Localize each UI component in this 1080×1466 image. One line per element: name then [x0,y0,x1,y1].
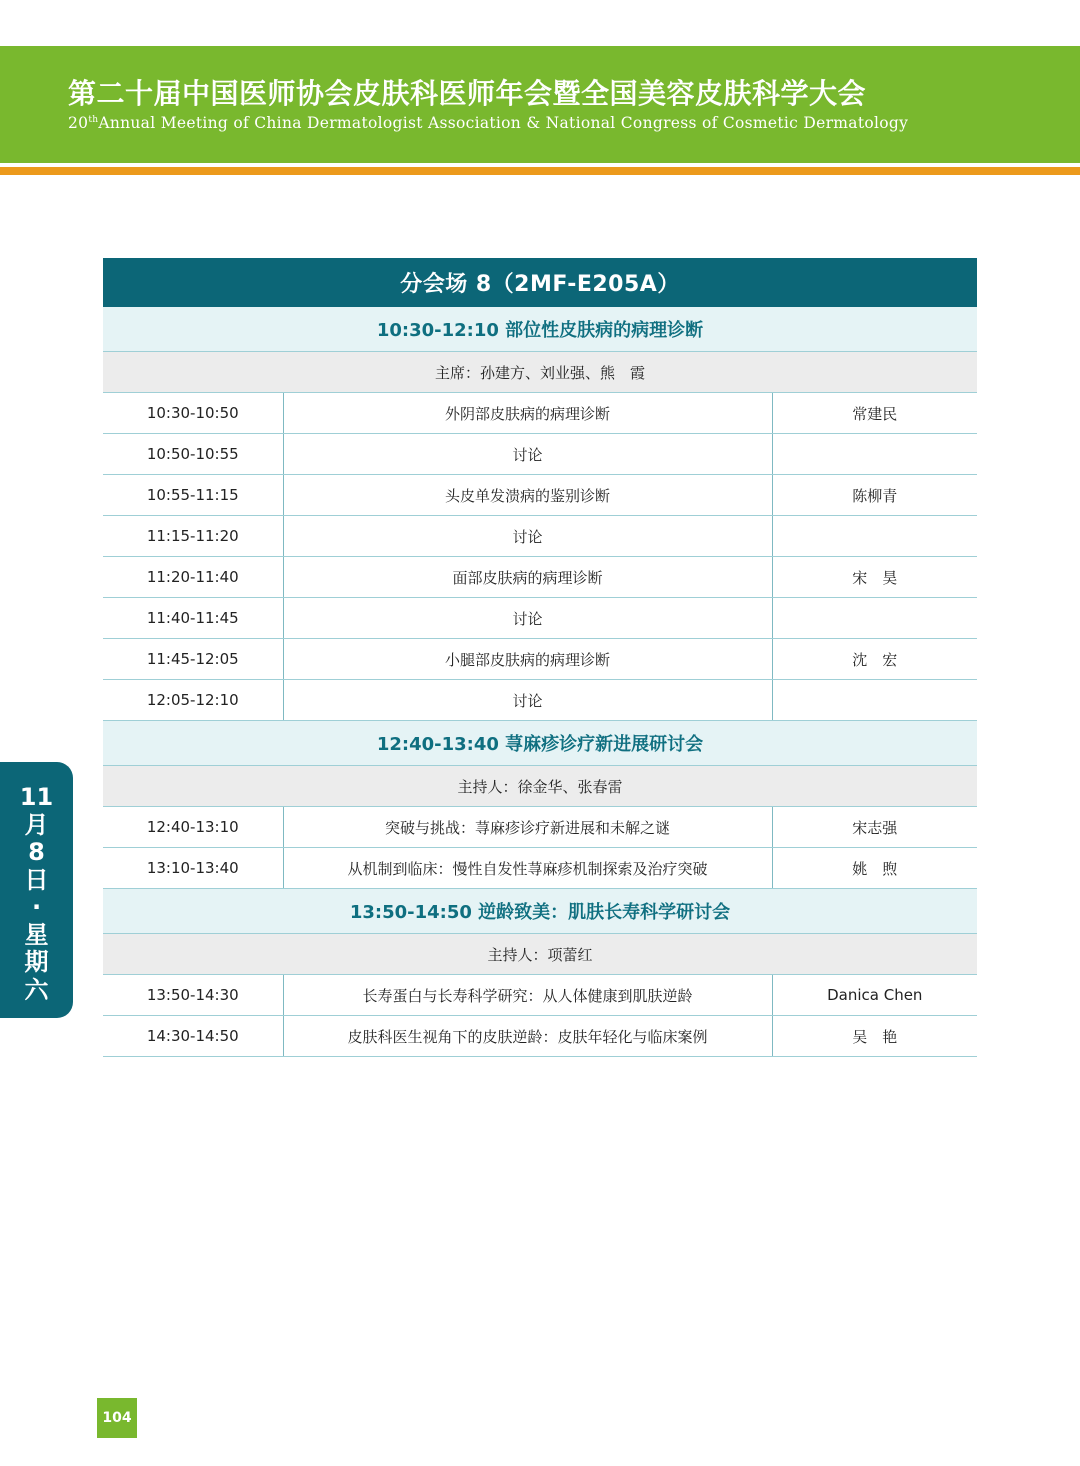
date-char: 期 [24,948,49,976]
time-cell: 11:20-11:40 [103,557,283,598]
topic-cell: 头皮单发溃病的鉴别诊断 [283,475,772,516]
topic-cell: 小腿部皮肤病的病理诊断 [283,639,772,680]
time-cell: 13:10-13:40 [103,848,283,889]
schedule-row [103,848,977,889]
schedule-body [103,258,977,1057]
topic-cell: 讨论 [283,680,772,721]
conference-title-en [68,114,908,132]
date-char: 月 [24,810,49,839]
speaker-cell [772,434,977,475]
title-en-superscript: th [88,114,99,125]
topic-cell: 讨论 [283,434,772,475]
date-char: 日 [24,865,49,894]
chair-row [103,766,977,807]
header-banner [0,46,1080,163]
time-cell: 10:50-10:55 [103,434,283,475]
speaker-cell: 姚 煦 [772,848,977,889]
date-char: 六 [24,975,49,1004]
session-chair: 主持人：项蕾红 [103,934,977,975]
schedule-row [103,598,977,639]
time-cell: 13:50-14:30 [103,975,283,1016]
date-char: · [31,893,42,921]
session-header-row [103,721,977,766]
schedule-row [103,807,977,848]
session-chair: 主席：孙建方、刘业强、熊 霞 [103,352,977,393]
schedule-row [103,1016,977,1057]
session-title: 12:40-13:40 荨麻疹诊疗新进展研讨会 [103,721,977,766]
topic-cell: 讨论 [283,516,772,557]
topic-cell: 突破与挑战：荨麻疹诊疗新进展和未解之谜 [283,807,772,848]
session-header-row [103,307,977,352]
time-cell: 14:30-14:50 [103,1016,283,1057]
session-header-row [103,889,977,934]
topic-cell: 皮肤科医生视角下的皮肤逆龄：皮肤年轻化与临床案例 [283,1016,772,1057]
schedule-row [103,516,977,557]
time-cell: 11:40-11:45 [103,598,283,639]
chair-row [103,934,977,975]
time-cell: 11:15-11:20 [103,516,283,557]
date-char: 11 [19,783,54,811]
schedule-row [103,393,977,434]
speaker-cell [772,598,977,639]
session-chair: 主持人：徐金华、张春雷 [103,766,977,807]
schedule-row [103,434,977,475]
topic-cell: 外阴部皮肤病的病理诊断 [283,393,772,434]
time-cell: 12:05-12:10 [103,680,283,721]
speaker-cell: 宋志强 [772,807,977,848]
speaker-cell: 吴 艳 [772,1016,977,1057]
date-label [0,784,73,1004]
schedule-row [103,475,977,516]
date-char: 8 [28,838,45,866]
speaker-cell: 陈柳青 [772,475,977,516]
time-cell: 12:40-13:10 [103,807,283,848]
hall-header-row [103,258,977,307]
schedule-row [103,680,977,721]
schedule-row [103,639,977,680]
topic-cell: 从机制到临床：慢性自发性荨麻疹机制探索及治疗突破 [283,848,772,889]
page-number: 104 [97,1398,137,1438]
speaker-cell: Danica Chen [772,975,977,1016]
topic-cell: 讨论 [283,598,772,639]
chair-row [103,352,977,393]
speaker-cell [772,680,977,721]
schedule-row [103,975,977,1016]
date-char: 星 [24,920,49,949]
topic-cell: 长寿蛋白与长寿科学研究：从人体健康到肌肤逆龄 [283,975,772,1016]
session-title: 13:50-14:50 逆龄致美：肌肤长寿科学研讨会 [103,889,977,934]
header-divider-orange [0,167,1080,175]
time-cell: 10:55-11:15 [103,475,283,516]
schedule-row [103,557,977,598]
conference-title-cn: 第二十届中国医师协会皮肤科医师年会暨全国美容皮肤科学大会 [68,77,867,110]
hall-title: 分会场 8（2MF-E205A） [103,258,977,307]
speaker-cell: 沈 宏 [772,639,977,680]
title-en-number: 20 [68,114,89,132]
time-cell: 10:30-10:50 [103,393,283,434]
session-title: 10:30-12:10 部位性皮肤病的病理诊断 [103,307,977,352]
title-en-text: Annual Meeting of China Dermatologist Association & National Congress of Cosmetic Dermatology [98,114,909,132]
speaker-cell [772,516,977,557]
speaker-cell: 宋 昊 [772,557,977,598]
date-side-tab [0,762,73,1018]
time-cell: 11:45-12:05 [103,639,283,680]
speaker-cell: 常建民 [772,393,977,434]
schedule-table [103,258,977,1057]
topic-cell: 面部皮肤病的病理诊断 [283,557,772,598]
